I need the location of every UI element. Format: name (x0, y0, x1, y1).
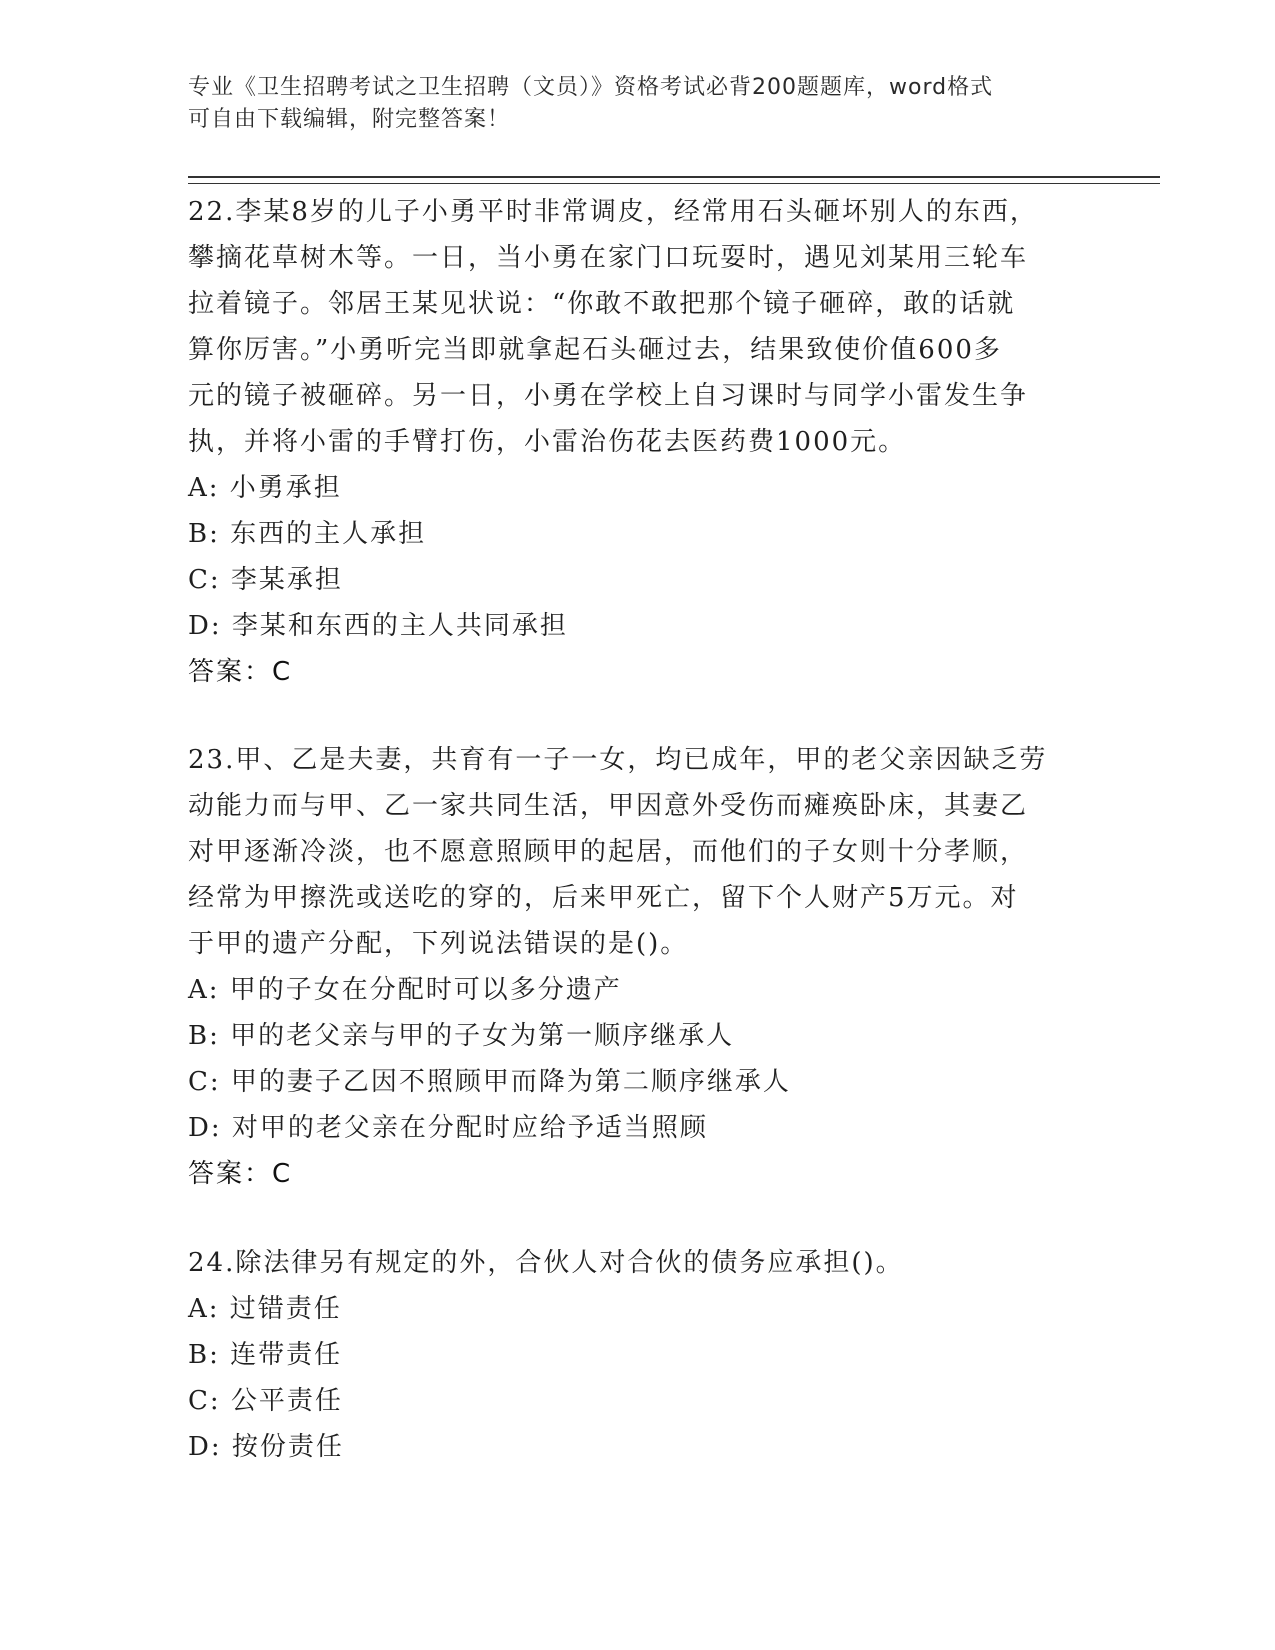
stem-line: 算你厉害。”小勇听完当即就拿起石头砸过去，结果致使价值600多 (188, 335, 1002, 365)
stem-line: 23.甲、乙是夫妻，共育有一子一女，均已成年，甲的老父亲因缺乏劳 (188, 745, 1048, 775)
document-header (188, 72, 1088, 136)
stem-line: 拉着镜子。邻居王某见状说：“你敢不敢把那个镜子砸碎，敢的话就 (188, 289, 1016, 319)
option-d: D: 对甲的老父亲在分配时应给予适当照顾 (188, 1113, 708, 1143)
option-b: B: 东西的主人承担 (188, 519, 427, 549)
options-list (188, 1286, 1068, 1470)
options-list (188, 967, 1068, 1151)
header-line-2: 可自由下载编辑，附完整答案！ (188, 107, 511, 132)
header-divider-thick (188, 176, 1160, 178)
question-stem (188, 189, 1068, 465)
option-a: A: 过错责任 (188, 1294, 342, 1324)
option-c: C: 李某承担 (188, 565, 343, 595)
stem-line: 攀摘花草树木等。一日，当小勇在家门口玩耍时，遇见刘某用三轮车 (188, 243, 1029, 273)
stem-line: 24.除法律另有规定的外，合伙人对合伙的债务应承担()。 (188, 1248, 904, 1278)
question-22 (188, 189, 1068, 695)
header-line-1: 专业《卫生招聘考试之卫生招聘（文员）》资格考试必背200题题库，word格式 (188, 75, 994, 100)
question-stem (188, 1240, 1068, 1286)
stem-line: 于甲的遗产分配，下列说法错误的是()。 (188, 929, 689, 959)
option-c: C: 公平责任 (188, 1386, 343, 1416)
stem-line: 动能力而与甲、乙一家共同生活，甲因意外受伤而瘫痪卧床，其妻乙 (188, 791, 1029, 821)
stem-line: 元的镜子被砸碎。另一日，小勇在学校上自习课时与同学小雷发生争 (188, 381, 1029, 411)
stem-line: 对甲逐渐冷淡，也不愿意照顾甲的起居，而他们的子女则十分孝顺， (188, 837, 1029, 867)
option-b: B: 连带责任 (188, 1340, 343, 1370)
options-list (188, 465, 1068, 649)
answer-label: 答案：C (188, 1159, 293, 1189)
stem-line: 执，并将小雷的手臂打伤，小雷治伤花去医药费1000元。 (188, 427, 907, 457)
option-a: A: 甲的子女在分配时可以多分遗产 (188, 975, 622, 1005)
option-b: B: 甲的老父亲与甲的子女为第一顺序继承人 (188, 1021, 735, 1051)
answer-label: 答案：C (188, 657, 293, 687)
option-d: D: 按份责任 (188, 1432, 344, 1462)
question-23 (188, 737, 1068, 1197)
option-c: C: 甲的妻子乙因不照顾甲而降为第二顺序继承人 (188, 1067, 791, 1097)
stem-line: 经常为甲擦洗或送吃的穿的，后来甲死亡，留下个人财产5万元。对 (188, 883, 1019, 913)
stem-line: 22.李某8岁的儿子小勇平时非常调皮，经常用石头砸坏别人的东西， (188, 197, 1038, 227)
header-divider-thin (188, 183, 1160, 184)
option-a: A: 小勇承担 (188, 473, 342, 503)
question-stem (188, 737, 1068, 967)
question-24 (188, 1240, 1068, 1470)
option-d: D: 李某和东西的主人共同承担 (188, 611, 568, 641)
